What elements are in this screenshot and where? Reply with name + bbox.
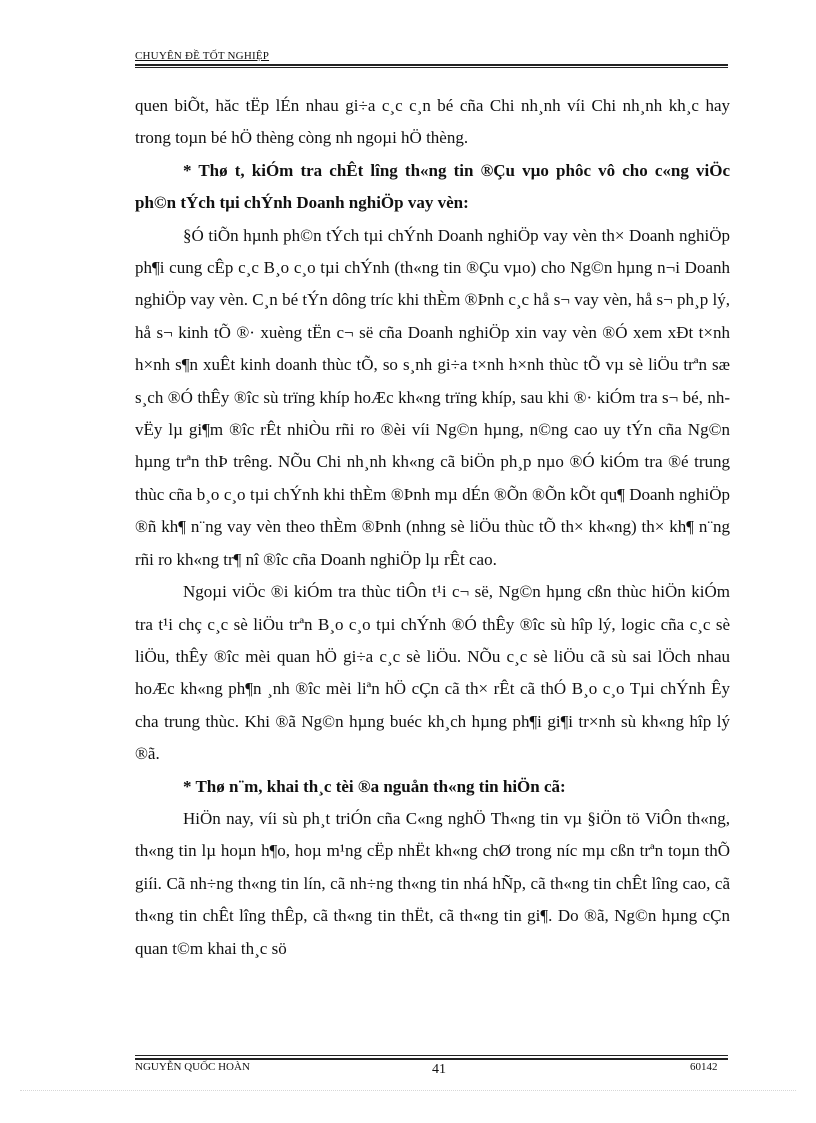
section-heading: * Thø t, kiÓm tra chÊt lîng th«ng tin ®Çu vµo phôc vô cho c«ng viÖc ph©n tÝch tµi chÝnh Doanh nghiÖp vay vèn: bbox=[135, 160, 730, 213]
page-number: 41 bbox=[432, 1062, 446, 1077]
paragraph: HiÖn nay, víi sù ph¸t triÓn cña C«ng nghÖ Th«ng tin vµ §iÖn tö ViÔn th«ng, th«ng tin lµ hoµn h¶o, hoµ m¹ng cËp nhËt kh«ng chØ trong níc mµ cßn trªn toµn thÕ giíi. Cã nh÷ng th«ng tin lín, cã nh÷ng th«ng tin nhá hÑp, cã th«ng tin chÊt lîng cao, cã th«ng tin chÊt lîng thÊp, cã th«ng tin thËt, cã th«ng tin gi¶. Do ®ã, Ng©n hµng cÇn quan t©m khai th¸c sö bbox=[135, 808, 730, 958]
document-body bbox=[135, 90, 730, 965]
header-title: CHUYÊN ĐỀ TỐT NGHIỆP bbox=[135, 50, 270, 62]
paragraph: Ngoµi viÖc ®i kiÓm tra thùc tiÔn t¹i c¬ së, Ng©n hµng cßn thùc hiÖn kiÓm tra t¹i chç c¸c sè liÖu trªn B¸o c¸o tµi chÝnh ®Ó thÊy ®îc sù hîp lý, logic cña c¸c sè liÖu, thÊy ®îc mèi quan hÖ gi÷a c¸c sè liÖu. NÕu c¸c sè liÖu cã sù sai lÖch nhau hoÆc kh«ng ph¶n ¸nh ®îc mèi liªn hÖ cÇn cã th× rÊt cã thÓ B¸o c¸o Tµi chÝnh Êy cha trung thùc. Khi ®ã Ng©n hµng buéc kh¸ch hµng ph¶i gi¶i tr×nh sù kh«ng hîp lý ®ã. bbox=[135, 582, 730, 764]
header-rule bbox=[135, 64, 728, 66]
paragraph: quen biÕt, hăc tËp lÉn nhau gi÷a c¸c c¸n bé cña Chi nh¸nh víi Chi nh¸nh kh¸c hay trong toµn bé hÖ thèng còng nh ngoµi hÖ thèng. bbox=[135, 96, 730, 148]
footer-rule-thin bbox=[135, 1055, 728, 1056]
header-rule-thin bbox=[135, 67, 728, 68]
footer-rule bbox=[135, 1058, 728, 1060]
section-heading: * Thø n¨m, khai th¸c tèi ®a nguån th«ng tin hiÖn cã: bbox=[183, 776, 566, 796]
footer-code: 60142 bbox=[690, 1061, 718, 1073]
footer-author: NGUYỄN QUỐC HOÀN bbox=[135, 1061, 250, 1073]
paragraph: §Ó tiÕn hµnh ph©n tÝch tµi chÝnh Doanh nghiÖp vay vèn th× Doanh nghiÖp ph¶i cung cÊp c¸c B¸o c¸o tµi chÝnh (th«ng tin ®Çu vµo) cho Ng©n hµng n¬i Doanh nghiÖp vay vèn. C¸n bé tÝn dông tríc khi thÈm ®Þnh c¸c hå s¬ vay vèn, hå s¬ ph¸p lý, hå s¬ kinh tÕ ®· xuèng tËn c¬ së cña Doanh nghiÖp xin vay vèn ®Ó xem xÐt t×nh h×nh s¶n xuÊt kinh doanh thùc tÕ, so s¸nh gi÷a t×nh h×nh thùc tÕ vµ sè liÖu trªn sæ s¸ch ®Ó thÊy ®îc sù trïng khíp hoÆc kh«ng trïng khíp, sau khi ®· kiÓm tra s¬ bé, nh vËy lµ gi¶m ®îc rÊt nhiÒu rñi ro ®èi víi Ng©n hµng, n©ng cao uy tÝn cña Ng©n hµng trªn thÞ trêng. NÕu Chi nh¸nh kh«ng cã biÖn ph¸p nµo ®Ó kiÓm tra ®é trung thùc cña b¸o c¸o tµi chÝnh khi thÈm ®Þnh mµ dÉn ®Õn ®Õn kÕt qu¶ Doanh nghiÖp ®ñ kh¶ n¨ng vay vèn theo thÈm ®Þnh (nhng sè liÖu thùc tÕ th× kh«ng) th× kh¶ n¨ng rñi ro kh«ng tr¶ nî ®îc cña Doanh nghiÖp lµ rÊt cao. bbox=[135, 225, 730, 569]
page-edge-dots bbox=[20, 1090, 796, 1091]
